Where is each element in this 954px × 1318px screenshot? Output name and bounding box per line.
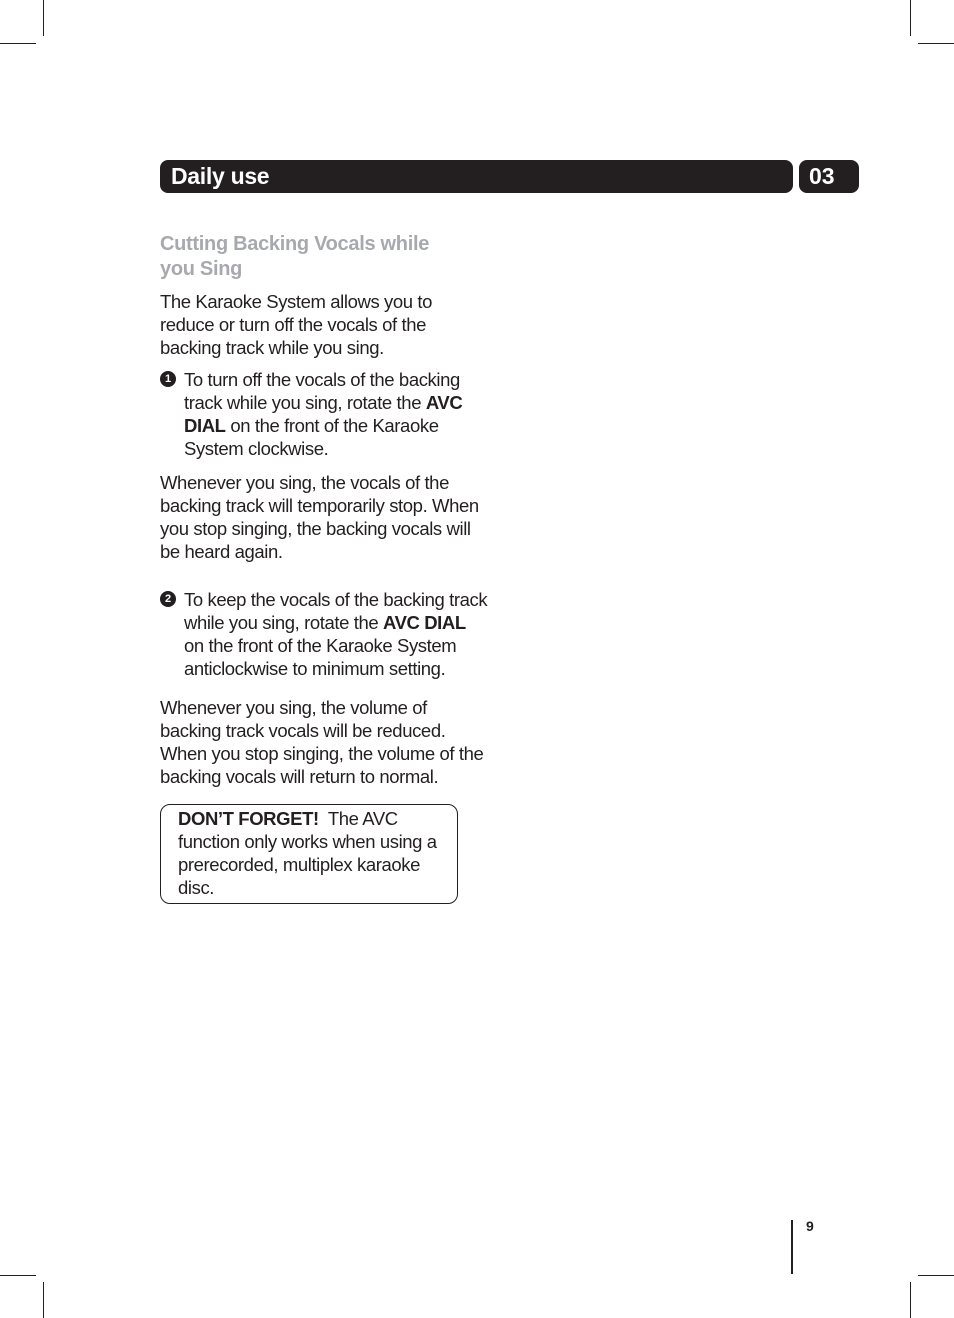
crop-mark [910,0,911,36]
section-title: Daily use [171,163,270,189]
step-2-text: To keep the vocals of the backing track while you sing, rotate the [184,589,488,633]
crop-mark [43,0,44,36]
paragraph-1: Whenever you sing, the vocals of the backing track will temporarily stop. When you stop singing, the backing vocals will be heard again. [160,472,479,562]
page-number-rule [791,1220,793,1274]
crop-mark [0,43,36,44]
note-label: DON’T FORGET! [178,808,319,829]
crop-mark [910,1282,911,1318]
step-number-2-icon: 2 [160,591,176,607]
avc-dial-label: AVC DIAL [184,392,463,436]
intro-paragraph: The Karaoke System allows you to reduce or turn off the vocals of the backing track while you sing. [160,291,433,358]
main-content [160,232,490,904]
step-2-text-after: on the front of the Karaoke System anticlockwise to minimum setting. [184,635,457,679]
section-header [160,160,793,193]
paragraph-2: Whenever you sing, the volume of backing track vocals will be reduced. When you stop singing, the volume of the backing vocals will return to normal. [160,697,484,787]
heading-line-1: Cutting Backing Vocals while [160,233,430,255]
avc-dial-label: AVC DIAL [383,612,466,633]
step-1 [160,368,490,460]
crop-mark [43,1282,44,1318]
heading-line-2: you Sing [160,258,243,280]
crop-mark [918,1275,954,1276]
step-1-text: To turn off the vocals of the backing track while you sing, rotate the [184,369,460,413]
note-text: The AVC function only works when using a prerecorded, multiplex karaoke disc. [178,808,437,898]
chapter-number: 03 [809,163,835,189]
note-box [160,804,458,904]
page-number: 9 [806,1218,814,1234]
crop-mark [0,1275,36,1276]
step-2 [160,588,490,680]
section-heading [160,232,490,282]
chapter-tab [799,160,859,193]
step-number-1-icon: 1 [160,371,176,387]
step-1-text-after: on the front of the Karaoke System clockwise. [184,415,439,459]
crop-mark [918,43,954,44]
